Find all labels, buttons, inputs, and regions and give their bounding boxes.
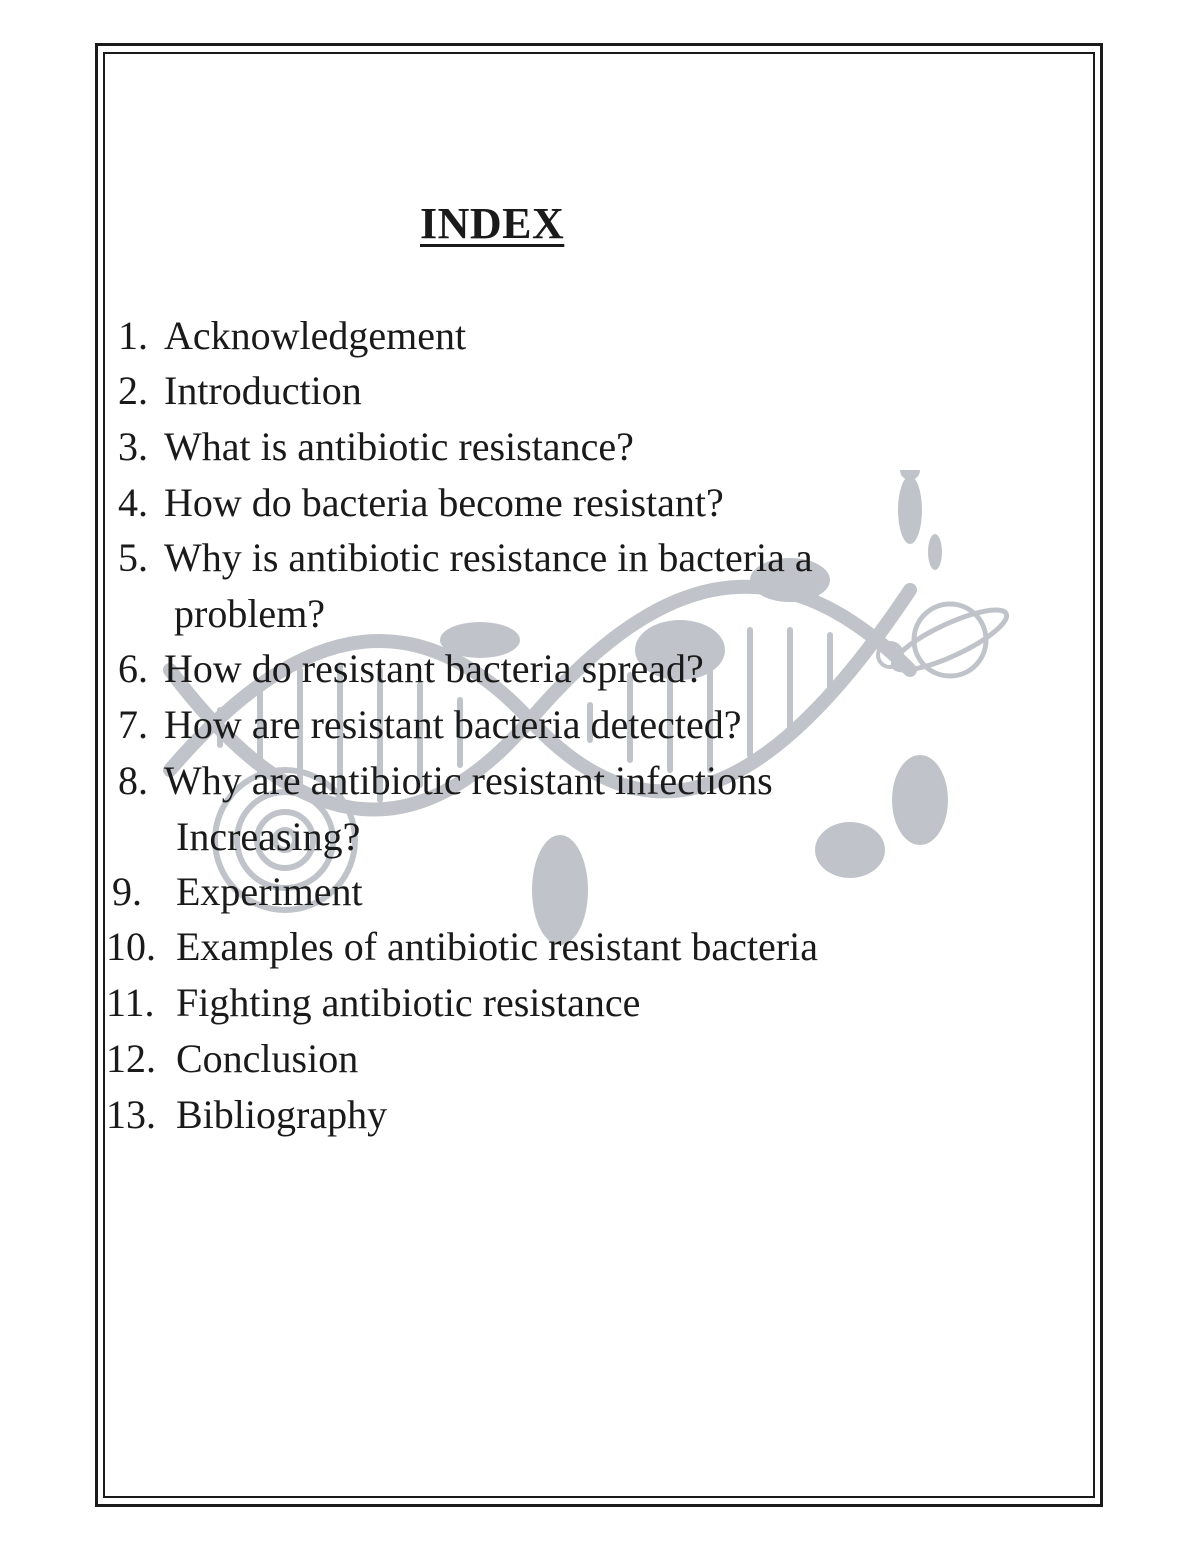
- entry-continuation: Increasing?: [176, 814, 361, 859]
- entry-text: How do bacteria become resistant?: [164, 480, 724, 525]
- list-item: [118, 645, 704, 693]
- list-item: [118, 423, 634, 471]
- entry-text: Bibliography: [176, 1092, 388, 1137]
- entry-number: 4.: [118, 480, 148, 525]
- entry-number: 8.: [118, 758, 148, 803]
- entry-text: Experiment: [176, 869, 363, 914]
- entry-text: How are resistant bacteria detected?: [164, 702, 742, 747]
- list-item: [118, 367, 362, 415]
- entry-number: 6.: [118, 646, 148, 691]
- list-item: [118, 479, 724, 527]
- list-item: [118, 534, 813, 636]
- list-item: [118, 701, 741, 749]
- entry-number: 1.: [118, 313, 148, 358]
- entry-number: 3.: [118, 424, 148, 469]
- entry-text: Conclusion: [176, 1036, 359, 1081]
- list-item: [106, 923, 818, 971]
- list-item: [112, 868, 363, 916]
- entry-text: How do resistant bacteria spread?: [164, 646, 704, 691]
- entry-number: 2.: [118, 368, 148, 413]
- entry-text: Acknowledgement: [164, 313, 467, 358]
- entry-number: 5.: [118, 535, 148, 580]
- list-item: [106, 1091, 387, 1139]
- entry-text: Fighting antibiotic resistance: [176, 980, 641, 1025]
- entry-text: What is antibiotic resistance?: [164, 424, 634, 469]
- entry-continuation: problem?: [174, 591, 326, 636]
- entry-text: Introduction: [164, 368, 362, 413]
- entry-number: 9.: [112, 869, 142, 914]
- list-item: [106, 1035, 358, 1083]
- list-item: [118, 757, 773, 859]
- entry-number: 10.: [106, 924, 156, 969]
- entry-text: Why are antibiotic resistant infections: [164, 758, 773, 803]
- page-title: INDEX: [420, 199, 565, 248]
- list-item: [106, 979, 640, 1027]
- entry-text: Examples of antibiotic resistant bacteria: [176, 924, 818, 969]
- entry-number: 13.: [106, 1092, 156, 1137]
- entry-number: 7.: [118, 702, 148, 747]
- entry-number: 12.: [106, 1036, 156, 1081]
- entry-text: Why is antibiotic resistance in bacteria a: [164, 535, 813, 580]
- entry-number: 11.: [106, 980, 155, 1025]
- list-item: [118, 312, 466, 360]
